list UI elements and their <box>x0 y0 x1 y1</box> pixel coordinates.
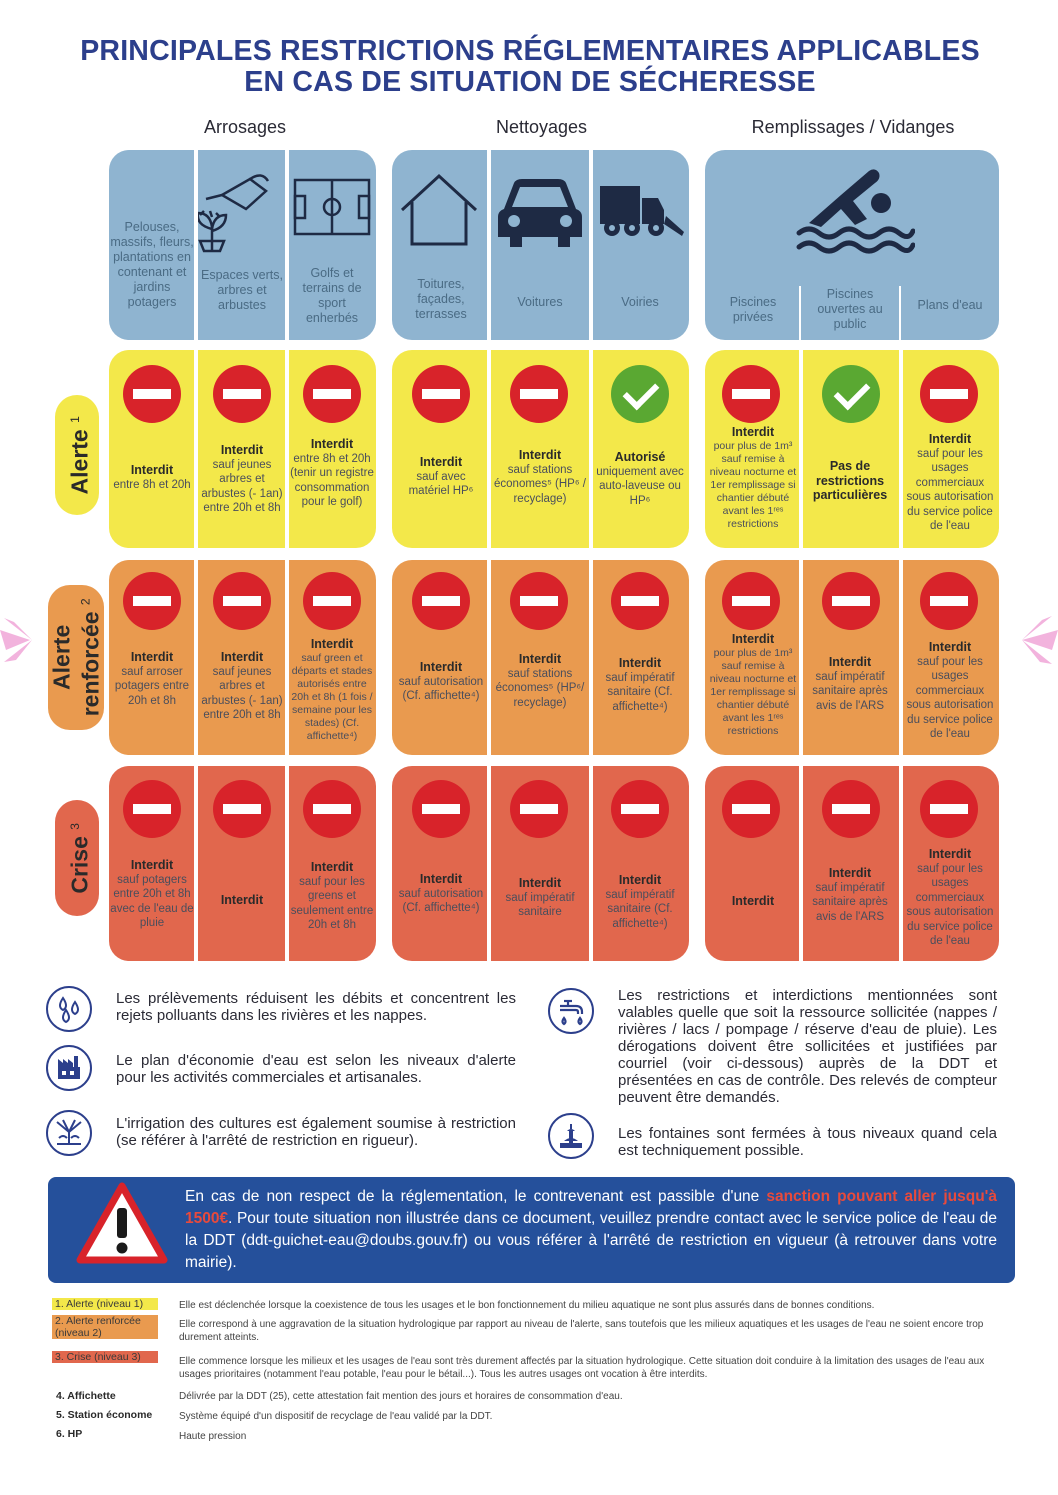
category-divider <box>899 286 901 340</box>
level-crise-num: 3 <box>67 822 82 830</box>
crise-cell-espaces <box>199 893 285 908</box>
cell-title: Interdit <box>928 847 972 861</box>
no-entry-icon <box>920 365 978 423</box>
row-divider <box>194 350 198 548</box>
level-alerte-num: 1 <box>67 415 82 423</box>
cell-title: Interdit <box>828 866 872 880</box>
cell-text: sauf pour les usages commerciaux sous autorisation du service police de l'eau <box>906 862 994 947</box>
level-renforcee-num: 2 <box>78 598 93 606</box>
crise-cell-voiries <box>596 873 684 931</box>
legend-key-alerte-renforcee: 2. Alerte renforcée (niveau 2) <box>52 1315 158 1339</box>
legend-key-station-econome: 5. Station économe <box>56 1409 153 1421</box>
info-irrigation: L'irrigation des cultures est également soumise à restriction (se référer à l'arrêté de restriction en rigueur). <box>116 1115 516 1149</box>
category-pelouses: Pelouses, massifs, fleurs, plantations en contenant et jardins potagers <box>110 220 194 309</box>
cell-text: entre 8h et 20h (tenir un registre consommation pour le golf) <box>290 452 374 508</box>
row-divider <box>194 560 198 755</box>
no-entry-icon <box>412 365 470 423</box>
renforcee-cell-piscines-public <box>805 655 895 713</box>
renforcee-cell-golfs <box>290 637 374 743</box>
row-divider <box>799 766 803 961</box>
title-line-1: PRINCIPALES RESTRICTIONS RÉGLEMENTAIRES APPLICABLES <box>80 35 980 67</box>
crise-cell-golfs <box>290 860 374 933</box>
fountain-icon <box>548 1113 594 1159</box>
info-fontaines: Les fontaines sont fermées à tous niveaux quand cela est techniquement possible. <box>618 1125 997 1159</box>
cell-text: sauf impératif sanitaire (Cf. affichette⁴) <box>605 671 675 713</box>
no-entry-icon <box>722 780 780 838</box>
legend-def-alerte: Elle est déclenchée lorsque la coexistence de tous les usages et le bon fonctionnement du milieu aquatique ne sont plus assurés dans de bonnes conditions. <box>179 1300 875 1311</box>
no-entry-icon <box>722 365 780 423</box>
house-icon <box>398 172 480 248</box>
crise-cell-plans-eau <box>903 847 997 949</box>
row-divider <box>589 350 593 548</box>
row-divider <box>799 350 803 548</box>
cell-title: Interdit <box>130 858 174 872</box>
renforcee-cell-voiries <box>596 656 684 714</box>
legend-def-affichette: Délivrée par la DDT (25), cette attestation fait mention des jours et horaires de consommation d'eau. <box>179 1391 623 1402</box>
cell-title: Interdit <box>419 455 463 469</box>
cell-title: Interdit <box>928 432 972 446</box>
cell-title: Interdit <box>618 873 662 887</box>
row-divider <box>487 766 491 961</box>
alerte-cell-piscines-privees <box>709 425 797 531</box>
no-entry-icon <box>303 780 361 838</box>
category-divider <box>487 150 491 340</box>
cell-text: sauf green et départs et stades autorisés entre 20h et 8h (1 fois / semaine pour les stades) (Cf. affichette⁴) <box>291 651 373 742</box>
level-crise-label: Crise <box>66 835 93 894</box>
crise-cell-toitures <box>397 872 485 916</box>
cell-text: sauf jeunes arbres et arbustes (- 1an) entre 20h et 8h <box>201 458 283 514</box>
cell-text: sauf impératif sanitaire après avis de l'ARS <box>812 670 888 712</box>
banner-text-part-2: . Pour toute situation non illustrée dans ce document, veuillez prendre contact avec le service police de l'eau de la DDT (ddt-guichet-eau@doubs.gouv.fr) ou vous référer à l'arrêté de restriction en vigueur (à retrouver dans votre mairie). <box>185 1210 997 1271</box>
cell-title: Interdit <box>618 656 662 670</box>
check-icon <box>822 365 880 423</box>
no-entry-icon <box>611 572 669 630</box>
category-piscines-public: Piscines ouvertes au public <box>817 287 883 331</box>
cell-title: Interdit <box>130 463 174 477</box>
alerte-cell-golfs <box>290 437 374 510</box>
cell-title: Interdit <box>828 655 872 669</box>
cell-text: sauf impératif sanitaire (Cf. affichette⁴) <box>605 888 675 930</box>
crise-cell-pelouses <box>110 858 194 931</box>
banner-sanction: sanction pouvant aller jusqu'à 1500€ <box>185 1188 997 1227</box>
alerte-cell-toitures <box>397 455 485 499</box>
no-entry-icon <box>123 780 181 838</box>
page-title <box>30 36 1030 98</box>
no-entry-icon <box>213 572 271 630</box>
factory-icon <box>46 1045 92 1091</box>
no-entry-icon <box>412 780 470 838</box>
crise-cell-piscines-public <box>805 866 895 924</box>
category-espaces-verts: Espaces verts, arbres et arbustes <box>201 268 283 312</box>
water-tap-icon <box>548 988 594 1034</box>
cell-text: sauf impératif sanitaire après avis de l'ARS <box>812 881 888 923</box>
cell-text: uniquement avec auto-laveuse ou HP⁶ <box>596 465 684 507</box>
row-divider <box>194 766 198 961</box>
watering-can-plant-icon <box>192 165 272 253</box>
legend-def-crise: Elle commence lorsque les milieux et les usages de l'eau sont très durement affectés par la situation hydrologique. Cette situation doit conduire à la limitation des usages de l'eau aux usages prioritaires (notamment l'eau potable, l'eau pour le bétail...). Tous les autres usages ont vocation à être interdits. <box>179 1356 985 1380</box>
banner-text-part-1: En cas de non respect de la réglementation, le contrevenant est passible d'une <box>185 1188 767 1205</box>
cell-text: sauf pour les greens et seulement entre 20h et 8h <box>290 875 374 931</box>
no-entry-icon <box>510 572 568 630</box>
pink-flower-decoration-icon <box>0 610 40 670</box>
alerte-cell-pelouses <box>110 463 194 492</box>
no-entry-icon <box>822 572 880 630</box>
renforcee-cell-piscines-privees <box>709 632 797 738</box>
cell-title: Interdit <box>419 872 463 886</box>
category-piscines-privees: Piscines privées <box>729 295 777 324</box>
cell-title: Interdit <box>518 876 562 890</box>
cell-title: Interdit <box>518 448 562 462</box>
cell-title: Interdit <box>220 443 264 457</box>
no-entry-icon <box>303 572 361 630</box>
cell-text: sauf stations économes⁵ (HP⁶/ recyclage) <box>495 667 585 709</box>
row-divider <box>487 350 491 548</box>
row-divider <box>589 560 593 755</box>
alerte-cell-voitures <box>492 448 588 506</box>
car-icon <box>496 175 584 249</box>
street-sweeper-truck-icon <box>598 182 686 240</box>
category-voiries: Voiries <box>621 295 659 309</box>
cell-title: Interdit <box>731 632 775 646</box>
cell-title: Interdit <box>310 860 354 874</box>
category-voitures: Voitures <box>517 295 563 309</box>
no-entry-icon <box>123 572 181 630</box>
cell-title: Interdit <box>731 425 775 439</box>
banner-text <box>185 1186 997 1274</box>
no-entry-icon <box>920 572 978 630</box>
renforcee-cell-pelouses <box>110 650 194 708</box>
cell-text: sauf stations économes⁵ (HP⁶ / recyclage) <box>494 463 586 505</box>
level-renforcee-label-2: renforcée <box>77 611 104 717</box>
cell-text: sauf impératif sanitaire <box>505 891 575 918</box>
cell-text: sauf avec matériel HP⁶ <box>408 470 474 497</box>
no-entry-icon <box>213 780 271 838</box>
no-entry-icon <box>510 365 568 423</box>
irrigation-sprinkler-icon <box>46 1110 92 1156</box>
cell-text: entre 8h et 20h <box>113 478 191 491</box>
renforcee-cell-voitures <box>492 652 588 710</box>
cell-text: sauf arroser potagers entre 20h et 8h <box>114 665 190 707</box>
check-icon <box>611 365 669 423</box>
cell-text: sauf autorisation (Cf. affichette⁴) <box>398 887 484 914</box>
cell-title: Pas de restrictions particulières <box>812 459 888 502</box>
info-prelevements: Les prélèvements réduisent les débits et concentrent les rejets polluants dans les rivières et les nappes. <box>116 990 516 1024</box>
cell-text: sauf autorisation (Cf. affichette⁴) <box>398 675 484 702</box>
crise-cell-voitures <box>492 876 588 920</box>
info-plan-economie: Le plan d'économie d'eau est selon les niveaux d'alerte pour les activités commerciales et artisanales. <box>116 1052 516 1086</box>
info-restrictions-valables: Les restrictions et interdictions mentionnées sont valables quelle que soit la ressource sollicitée (nappes / rivières / lacs / pompage / réserve d'eau de pluie). Les dérogations doivent être sollicitées et justifiées par courriel (voir ci-dessous) auprès de la DDT et présentées en cas de contrôle. Des relevés de compteur peuvent être demandés. <box>618 987 997 1106</box>
water-drops-icon <box>46 986 92 1032</box>
level-tag-alerte <box>55 395 99 515</box>
cell-title: Interdit <box>220 650 264 664</box>
legend-key-crise: 3. Crise (niveau 3) <box>52 1351 158 1363</box>
level-tag-alerte-renforcee <box>48 585 104 730</box>
row-divider <box>589 766 593 961</box>
title-line-2: EN CAS DE SITUATION DE SÉCHERESSE <box>244 66 816 98</box>
cell-title: Interdit <box>220 893 264 907</box>
no-entry-icon <box>303 365 361 423</box>
alerte-cell-plans-eau <box>903 432 997 534</box>
cell-title: Interdit <box>518 652 562 666</box>
group-remplissages: Remplissages / Vidanges <box>751 117 955 137</box>
legend-key-alerte: 1. Alerte (niveau 1) <box>52 1298 158 1310</box>
cell-title: Interdit <box>419 660 463 674</box>
no-entry-icon <box>822 780 880 838</box>
row-divider <box>285 766 289 961</box>
cell-title: Interdit <box>928 640 972 654</box>
category-divider <box>589 150 593 340</box>
row-divider <box>285 350 289 548</box>
swimmer-icon <box>795 165 915 257</box>
legend-def-hp: Haute pression <box>179 1431 247 1442</box>
group-nettoyages: Nettoyages <box>495 117 588 137</box>
row-divider <box>285 560 289 755</box>
cell-text: pour plus de 1m³ sauf remise à niveau nocturne et 1er remplissage si chantier débuté avant les 1ʳᵉˢ restrictions <box>709 439 797 530</box>
legend-def-alerte-renforcee: Elle correspond à une aggravation de la situation hydrologique par rapport au niveau de l'alerte, sans toutefois que les milieux aquatiques et les usages de l'eau ne soient encore trop durement atteints. <box>179 1319 984 1343</box>
no-entry-icon <box>123 365 181 423</box>
renforcee-cell-toitures <box>397 660 485 704</box>
no-entry-icon <box>920 780 978 838</box>
cell-text: sauf jeunes arbres et arbustes (- 1an) entre 20h et 8h <box>201 665 283 721</box>
renforcee-cell-espaces <box>199 650 285 723</box>
cell-text: pour plus de 1m³ sauf remise à niveau nocturne et 1er remplissage si chantier débuté avant les 1ʳᵉˢ restrictions <box>709 646 797 737</box>
renforcee-cell-plans-eau <box>903 640 997 742</box>
no-entry-icon <box>412 572 470 630</box>
legend-key-affichette: 4. Affichette <box>56 1390 116 1402</box>
pink-flower-decoration-icon <box>1012 610 1058 670</box>
cell-text: sauf pour les usages commerciaux sous autorisation du service police de l'eau <box>906 655 994 740</box>
cell-text: sauf potagers entre 20h et 8h avec de l'eau de pluie <box>110 873 194 929</box>
alerte-cell-espaces <box>199 443 285 516</box>
category-divider <box>285 150 289 340</box>
warning-triangle-icon <box>76 1182 168 1266</box>
no-entry-icon <box>510 780 568 838</box>
level-alerte-label: Alerte <box>66 428 93 495</box>
no-entry-icon <box>611 780 669 838</box>
cell-title: Interdit <box>130 650 174 664</box>
alerte-cell-piscines-public <box>805 459 895 503</box>
group-arrosages: Arrosages <box>203 117 287 137</box>
cell-title: Interdit <box>731 894 775 908</box>
row-divider <box>799 560 803 755</box>
cell-title: Autorisé <box>614 450 666 464</box>
level-tag-crise <box>55 800 99 916</box>
alerte-cell-voiries <box>596 450 684 508</box>
category-golfs: Golfs et terrains de sport enherbés <box>302 266 362 325</box>
legend-def-station-econome: Système équipé d'un dispositif de recyclage de l'eau validé par la DDT. <box>179 1411 493 1422</box>
no-entry-icon <box>213 365 271 423</box>
cell-title: Interdit <box>310 637 354 651</box>
cell-text: sauf pour les usages commerciaux sous autorisation du service police de l'eau <box>906 447 994 532</box>
no-entry-icon <box>722 572 780 630</box>
row-divider <box>487 560 491 755</box>
category-divider <box>194 150 198 340</box>
category-plans-eau: Plans d'eau <box>917 298 983 312</box>
cell-title: Interdit <box>310 437 354 451</box>
crise-cell-piscines-privees <box>709 894 797 909</box>
sports-field-icon <box>293 178 371 236</box>
category-toitures: Toitures, façades, terrasses <box>415 277 467 321</box>
category-divider <box>799 286 801 340</box>
legend-key-hp: 6. HP <box>56 1428 83 1440</box>
level-renforcee-label-1: Alerte <box>48 624 75 691</box>
